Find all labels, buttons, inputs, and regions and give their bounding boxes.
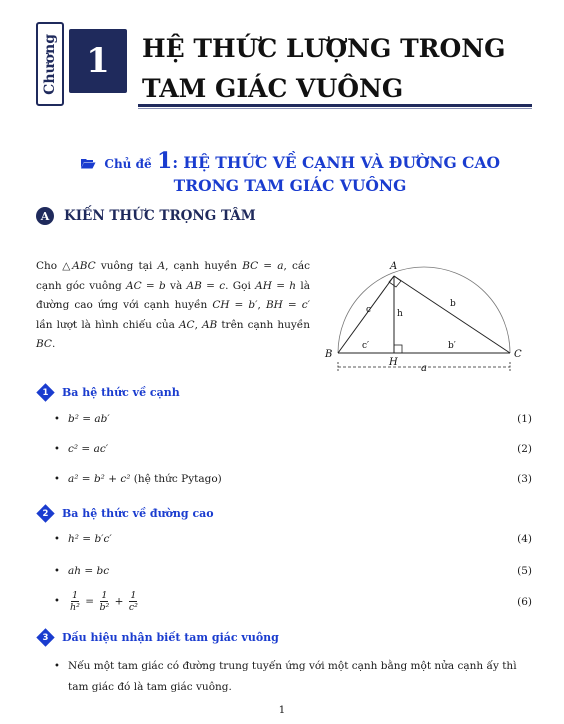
intro-text: vuông tại — [95, 260, 158, 272]
formula-number: (4) — [517, 533, 532, 545]
topic-title-1: : HỆ THỨC VỀ CẠNH VÀ ĐƯỜNG CAO — [172, 153, 500, 172]
math-ah-eq: AH = h — [255, 279, 297, 292]
chapter-title-line1: HỆ THỨC LƯỢNG TRONG — [142, 34, 506, 63]
chapter-word: Chương — [42, 33, 58, 95]
label-side-c: c — [366, 305, 372, 315]
label-side-b: b — [450, 299, 456, 309]
intro-text: . — [51, 338, 56, 350]
topic-title-2: TRONG TAM GIÁC VUÔNG — [173, 176, 407, 195]
label-height-h: h — [397, 309, 403, 319]
math-ch-eq: CH = b′ — [212, 299, 258, 311]
subsection-1-title: Ba hệ thức về cạnh — [62, 386, 180, 399]
label-side-a: a — [421, 363, 427, 374]
label-h: H — [389, 357, 398, 368]
formula-number: (5) — [517, 565, 532, 577]
intro-text: lần lượt là hình chiếu của — [36, 318, 179, 331]
intro-paragraph — [36, 257, 310, 355]
diamond-number-icon — [36, 504, 54, 522]
intro-text: , — [257, 299, 266, 311]
math-abc: △ABC — [62, 260, 96, 272]
subsection-1-heading — [36, 386, 180, 399]
formula-1 — [54, 413, 532, 425]
right-triangle-figure — [316, 258, 536, 380]
label-a: A — [390, 261, 398, 272]
intro-text: trên cạnh huyền — [217, 318, 311, 331]
denominator: b² — [99, 602, 110, 613]
formula-4 — [54, 533, 532, 545]
plus-sign: + — [114, 595, 124, 608]
bullet: • — [54, 413, 60, 425]
label-c-prime: c′ — [362, 341, 370, 351]
chapter-title-line2: TAM GIÁC VUÔNG — [142, 74, 404, 103]
chapter-label-box — [36, 22, 64, 106]
bullet: • — [54, 443, 60, 455]
intro-text: , các cạnh góc vuông — [36, 260, 310, 292]
intro-text: là đường cao ứng với cạnh huyền — [36, 279, 310, 311]
formula-expr — [68, 590, 502, 613]
intro-text: và — [165, 279, 187, 292]
formula-number: (1) — [517, 413, 532, 425]
diamond-number-icon — [36, 383, 54, 401]
subsection-2-number: 2 — [42, 508, 49, 519]
math-a-vertex: A — [157, 260, 166, 272]
bullet: • — [54, 661, 60, 672]
intro-text: , cạnh huyền — [165, 260, 243, 272]
chapter-number: 1 — [69, 29, 127, 93]
topic-number: 1 — [157, 148, 173, 174]
math-bh-eq: BH = c′ — [265, 299, 310, 311]
intro-text: . Gọi — [225, 279, 256, 292]
math-ac-eq: AC = b — [126, 279, 166, 292]
bullet: • — [54, 473, 60, 485]
subsection-3-heading — [36, 631, 279, 644]
formula-expr: h² = b′c′ — [68, 533, 112, 545]
numerator: 1 — [71, 590, 78, 601]
right-triangle-criterion — [54, 656, 532, 698]
formula-2 — [54, 443, 532, 455]
subsection-3-number: 3 — [42, 632, 49, 643]
numerator: 1 — [130, 590, 137, 601]
subsection-2-heading — [36, 507, 214, 520]
page-number: 1 — [278, 704, 286, 716]
formula-expr: ah = bc — [68, 565, 110, 577]
section-a-title: KIẾN THỨC TRỌNG TÂM — [64, 208, 256, 224]
chapter-rule-thin — [138, 108, 532, 109]
denominator: h² — [70, 602, 80, 613]
fraction-1-b2 — [99, 590, 109, 613]
subsection-2-title: Ba hệ thức về đường cao — [62, 507, 214, 520]
subsection-3-title: Dấu hiệu nhận biết tam giác vuông — [62, 631, 279, 644]
subsection-1-number: 1 — [42, 387, 49, 398]
label-b-prime: b′ — [448, 341, 456, 351]
folder-open-icon — [80, 157, 96, 169]
formula-note: (hệ thức Pytago) — [130, 473, 222, 485]
formula-5 — [54, 565, 532, 577]
math-ab-eq: AB = c — [186, 279, 226, 292]
formula-3 — [54, 473, 532, 485]
chapter-rule — [138, 104, 532, 107]
formula-6 — [54, 590, 532, 613]
fraction-1-h2 — [70, 590, 80, 613]
diamond-number-icon — [36, 628, 54, 646]
topic-line1 — [60, 150, 520, 175]
label-c: C — [514, 349, 522, 360]
right-angle-a — [389, 276, 401, 287]
formula-expr: c² = ac′ — [68, 443, 109, 455]
bullet: • — [54, 565, 60, 577]
formula-expr: a² = b² + c² — [68, 473, 131, 485]
intro-text: , — [194, 318, 202, 331]
math-ac: AC — [178, 318, 195, 331]
chapter-title — [142, 29, 532, 109]
bullet: • — [54, 533, 60, 545]
topic-prefix: Chủ đề — [104, 157, 152, 171]
right-angle-h — [394, 345, 402, 353]
criterion-text: Nếu một tam giác có đường trung tuyến ứng với một cạnh bằng một nửa cạnh ấy thì tam giác đó là tam giác vuông. — [68, 660, 517, 693]
section-a-heading — [36, 207, 256, 225]
formula-number: (2) — [517, 443, 532, 455]
formula-number: (6) — [517, 595, 532, 608]
formula-expr: b² = ab′ — [68, 413, 110, 425]
topic-heading — [60, 150, 520, 197]
denominator: c² — [128, 602, 138, 613]
section-a-badge: A — [36, 207, 54, 225]
fraction-1-c2 — [129, 590, 138, 613]
math-bc-eq: BC = a — [242, 260, 284, 272]
math-ab: AB — [201, 318, 218, 331]
formula-number: (3) — [517, 473, 532, 485]
numerator: 1 — [101, 590, 108, 601]
bullet: • — [54, 596, 60, 607]
equals-sign: = — [85, 595, 95, 608]
math-bc: BC — [36, 338, 52, 350]
label-b: B — [325, 349, 333, 360]
intro-text: Cho — [36, 260, 63, 272]
